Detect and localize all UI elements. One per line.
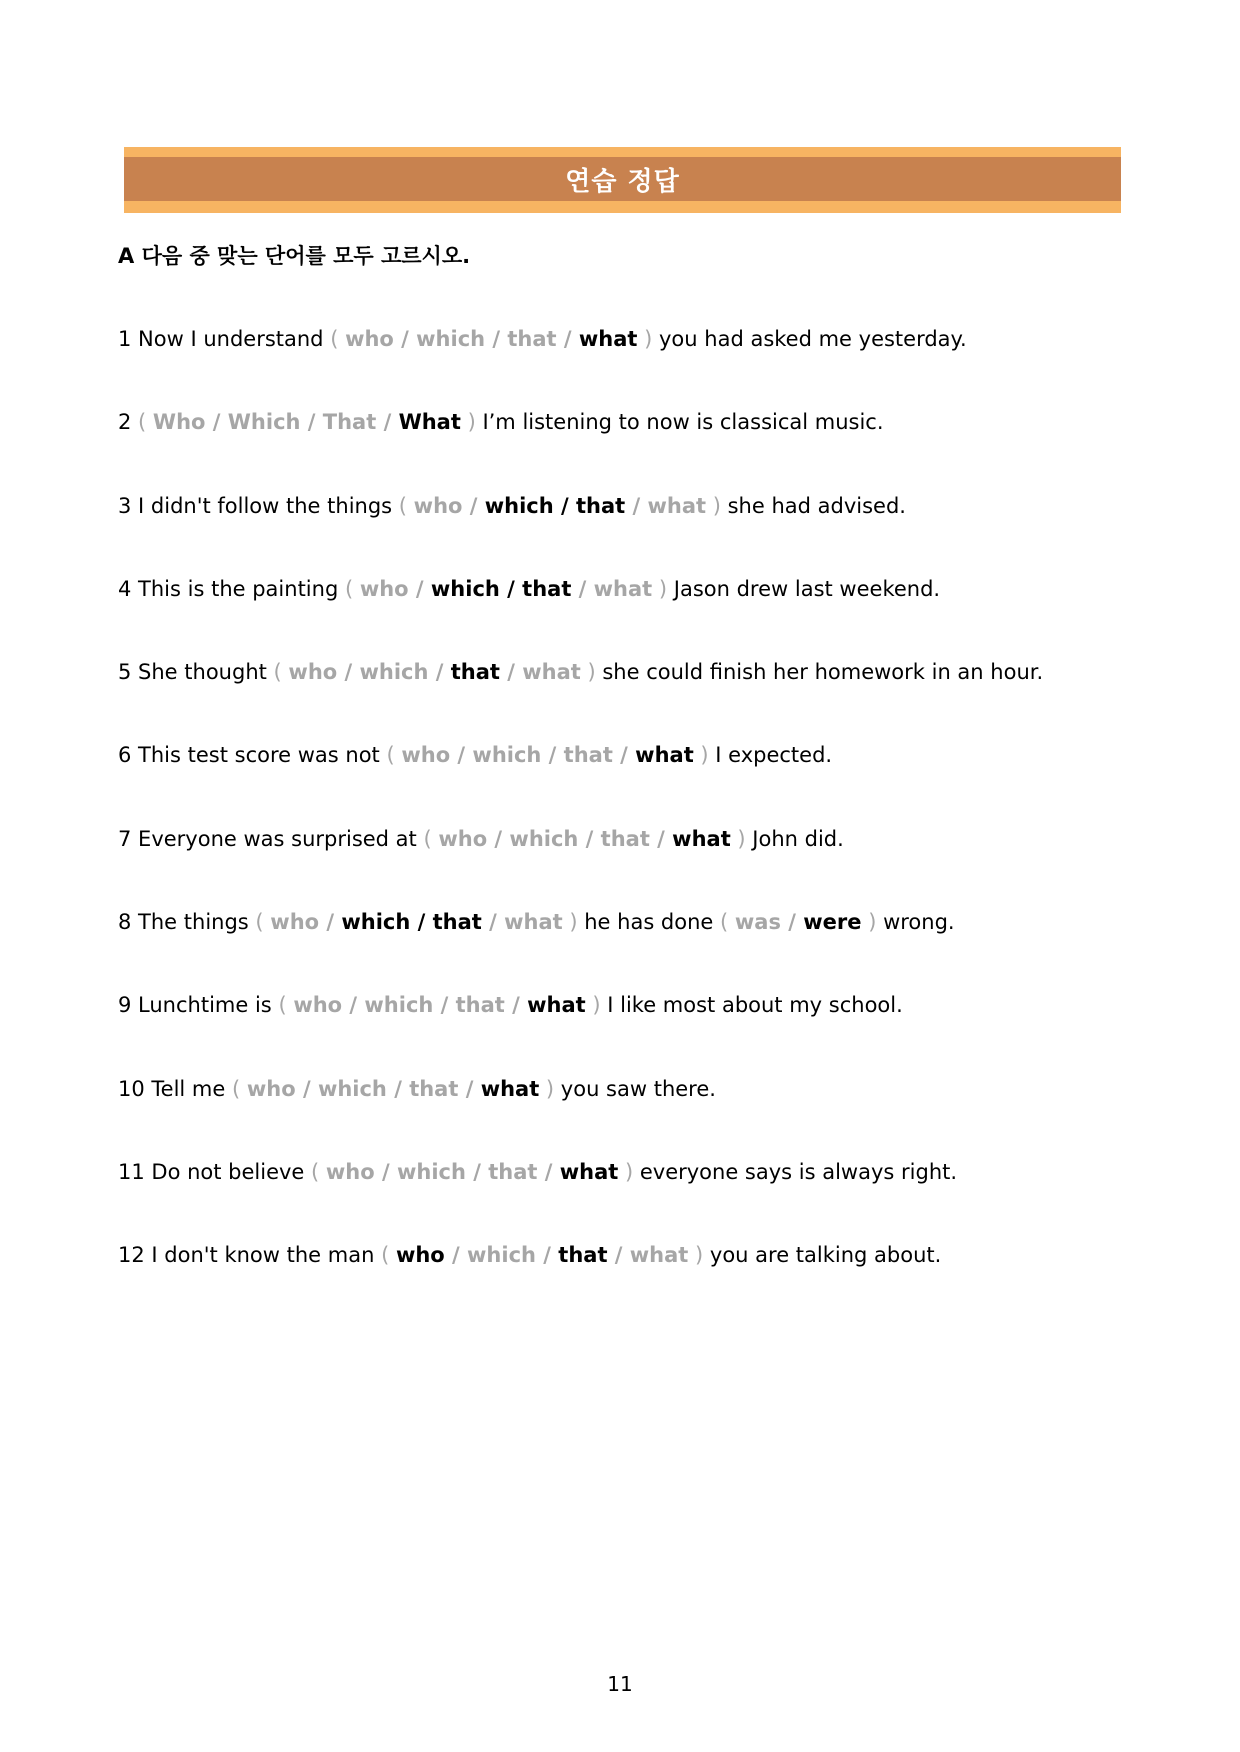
- option-separator: /: [444, 1243, 468, 1268]
- option-incorrect: That: [322, 410, 377, 435]
- option-separator: /: [450, 743, 473, 768]
- option-correct: what: [527, 993, 586, 1018]
- option-separator: /: [504, 993, 528, 1018]
- sentence-text: everyone says is always right.: [633, 1159, 958, 1184]
- sentence-text: you are talking about.: [703, 1243, 942, 1268]
- option-correct: were: [803, 910, 862, 935]
- option-incorrect: who: [438, 826, 488, 851]
- option-incorrect: which: [359, 660, 429, 685]
- option-separator: /: [556, 327, 579, 351]
- option-separator: /: [571, 576, 594, 601]
- parenthesis: ): [861, 910, 877, 935]
- exercise-item: [118, 651, 1043, 734]
- exercise-item: [118, 1151, 1043, 1234]
- option-separator: /: [300, 410, 323, 435]
- option-separator: /: [537, 1159, 560, 1184]
- option-correct: which: [430, 576, 500, 601]
- option-incorrect: that: [600, 826, 650, 851]
- parenthesis: (: [423, 826, 439, 851]
- option-incorrect: who: [293, 993, 343, 1018]
- option-incorrect: which: [416, 327, 486, 351]
- option-separator: /: [386, 1076, 410, 1101]
- option-separator: /: [458, 1076, 481, 1101]
- option-separator: /: [465, 1159, 489, 1184]
- option-separator: /: [625, 493, 648, 518]
- exercise-item: [118, 1068, 1043, 1151]
- option-incorrect: who: [359, 576, 409, 601]
- option-separator: /: [607, 1243, 630, 1268]
- sentence-text: I expected.: [708, 743, 833, 768]
- section-banner-bar: [124, 157, 1121, 201]
- sentence-text: Lunchtime is: [138, 993, 279, 1018]
- option-correct: what: [559, 1159, 619, 1184]
- option-correct: that: [576, 493, 626, 518]
- option-separator: /: [462, 493, 485, 518]
- parenthesis: (: [138, 410, 153, 435]
- option-separator: /: [499, 576, 523, 601]
- item-number: 9: [118, 993, 139, 1018]
- parenthesis: ): [460, 410, 476, 435]
- option-incorrect: what: [647, 493, 707, 518]
- option-incorrect: what: [593, 576, 653, 601]
- sentence-text: Now I understand: [138, 327, 331, 351]
- option-separator: /: [578, 826, 601, 851]
- option-correct: what: [480, 1076, 540, 1101]
- sentence-text: I didn't follow the things: [138, 493, 399, 518]
- option-separator: /: [393, 327, 417, 351]
- option-separator: /: [487, 826, 510, 851]
- option-incorrect: was: [734, 910, 781, 935]
- option-separator: /: [408, 576, 431, 601]
- option-separator: /: [612, 743, 636, 768]
- option-incorrect: who: [413, 493, 463, 518]
- option-incorrect: what: [522, 660, 581, 685]
- option-separator: /: [374, 1159, 397, 1184]
- parenthesis: (: [311, 1159, 326, 1184]
- sentence-text: he has done: [577, 910, 721, 935]
- exercise-item: [118, 1234, 1043, 1317]
- option-incorrect: who: [288, 660, 338, 685]
- option-incorrect: which: [396, 1159, 466, 1184]
- sentence-text: she could finish her homework in an hour.: [595, 660, 1044, 685]
- item-number: 5: [118, 660, 139, 685]
- option-correct: that: [450, 660, 500, 685]
- parenthesis: ): [539, 1076, 555, 1101]
- item-number: 12: [118, 1243, 152, 1268]
- parenthesis: (: [278, 993, 294, 1018]
- parenthesis: ): [693, 743, 709, 768]
- sentence-text: Jason drew last weekend.: [667, 576, 941, 601]
- item-number: 6: [118, 743, 139, 768]
- parenthesis: ): [706, 493, 721, 518]
- option-correct: what: [672, 826, 731, 851]
- option-separator: /: [376, 410, 399, 435]
- option-separator: /: [499, 660, 523, 685]
- sentence-text: She thought: [138, 660, 274, 685]
- option-incorrect: that: [409, 1076, 459, 1101]
- option-incorrect: that: [488, 1159, 538, 1184]
- sentence-text: Do not believe: [151, 1159, 312, 1184]
- sentence-text: you saw there.: [554, 1076, 716, 1101]
- option-correct: that: [522, 576, 572, 601]
- option-separator: /: [342, 993, 365, 1018]
- parenthesis: ): [730, 826, 746, 851]
- exercise-item: [118, 984, 1043, 1067]
- parenthesis: ): [580, 660, 596, 685]
- exercise-item: [118, 901, 1043, 984]
- parenthesis: (: [381, 1243, 396, 1268]
- option-incorrect: Who: [152, 410, 206, 435]
- option-correct: which: [341, 910, 411, 935]
- option-incorrect: which: [467, 1243, 536, 1268]
- option-correct: What: [398, 410, 461, 435]
- item-number: 11: [118, 1159, 152, 1184]
- option-separator: /: [535, 1243, 559, 1268]
- parenthesis: (: [398, 493, 414, 518]
- option-incorrect: who: [401, 743, 451, 768]
- sentence-text: The things: [138, 910, 256, 935]
- option-incorrect: what: [504, 910, 563, 935]
- parenthesis: (: [720, 910, 735, 935]
- option-separator: /: [541, 743, 564, 768]
- parenthesis: (: [344, 576, 360, 601]
- option-incorrect: who: [246, 1076, 296, 1101]
- option-separator: /: [319, 910, 342, 935]
- sentence-text: John did.: [745, 826, 844, 851]
- option-correct: that: [432, 910, 482, 935]
- parenthesis: ): [585, 993, 601, 1018]
- sentence-text: wrong.: [876, 910, 955, 935]
- parenthesis: (: [255, 910, 271, 935]
- option-incorrect: which: [317, 1076, 387, 1101]
- sentence-text: Everyone was surprised at: [138, 826, 424, 851]
- option-incorrect: which: [509, 826, 579, 851]
- option-incorrect: which: [364, 993, 434, 1018]
- sentence-text: you had asked me yesterday.: [652, 327, 967, 351]
- option-separator: /: [481, 910, 505, 935]
- section-title: 연습 정답: [565, 166, 680, 197]
- option-incorrect: what: [629, 1243, 689, 1268]
- sentence-text: I don't know the man: [151, 1243, 382, 1268]
- option-separator: /: [295, 1076, 318, 1101]
- parenthesis: ): [652, 576, 668, 601]
- item-number: 1: [118, 327, 139, 351]
- parenthesis: ): [618, 1159, 634, 1184]
- option-incorrect: which: [472, 743, 542, 768]
- option-incorrect: Which: [227, 410, 301, 435]
- exercise-item: [118, 568, 1043, 651]
- sentence-text: I’m listening to now is classical music.: [475, 410, 884, 435]
- option-correct: what: [635, 743, 694, 768]
- exercise-item: [118, 318, 1043, 401]
- option-correct: what: [578, 327, 638, 351]
- item-number: 3: [118, 493, 139, 518]
- option-separator: /: [337, 660, 360, 685]
- parenthesis: ): [688, 1243, 704, 1268]
- page-number: 11: [607, 1672, 633, 1696]
- option-separator: /: [485, 327, 508, 351]
- option-separator: /: [780, 910, 804, 935]
- option-separator: /: [433, 993, 456, 1018]
- option-correct: who: [395, 1243, 445, 1268]
- exercise-item: [118, 401, 1043, 484]
- option-incorrect: who: [325, 1159, 375, 1184]
- option-incorrect: that: [507, 327, 557, 351]
- exercise-list: [118, 318, 1043, 1318]
- item-number: 7: [118, 826, 139, 851]
- option-separator: /: [553, 493, 576, 518]
- sentence-text: This is the painting: [138, 576, 345, 601]
- instruction-text: A 다음 중 맞는 단어를 모두 고르시오.: [118, 244, 471, 268]
- sentence-text: I like most about my school.: [600, 993, 903, 1018]
- sentence-text: Tell me: [151, 1076, 232, 1101]
- exercise-item: [118, 818, 1043, 901]
- parenthesis: (: [231, 1076, 247, 1101]
- option-separator: /: [205, 410, 228, 435]
- item-number: 4: [118, 576, 139, 601]
- item-number: 2: [118, 410, 139, 435]
- option-separator: /: [410, 910, 433, 935]
- item-number: 8: [118, 910, 139, 935]
- sentence-text: she had advised.: [720, 493, 906, 518]
- parenthesis: (: [386, 743, 402, 768]
- option-incorrect: that: [455, 993, 505, 1018]
- option-separator: /: [428, 660, 451, 685]
- parenthesis: (: [273, 660, 289, 685]
- option-separator: /: [649, 826, 673, 851]
- item-number: 10: [118, 1076, 152, 1101]
- parenthesis: ): [562, 910, 578, 935]
- exercise-item: [118, 734, 1043, 817]
- option-incorrect: that: [563, 743, 613, 768]
- parenthesis: (: [330, 327, 346, 351]
- parenthesis: ): [637, 327, 653, 351]
- option-correct: which: [484, 493, 554, 518]
- option-incorrect: who: [345, 327, 394, 351]
- option-correct: that: [558, 1243, 608, 1268]
- sentence-text: This test score was not: [138, 743, 387, 768]
- option-incorrect: who: [270, 910, 320, 935]
- section-banner: [124, 147, 1121, 213]
- exercise-item: [118, 485, 1043, 568]
